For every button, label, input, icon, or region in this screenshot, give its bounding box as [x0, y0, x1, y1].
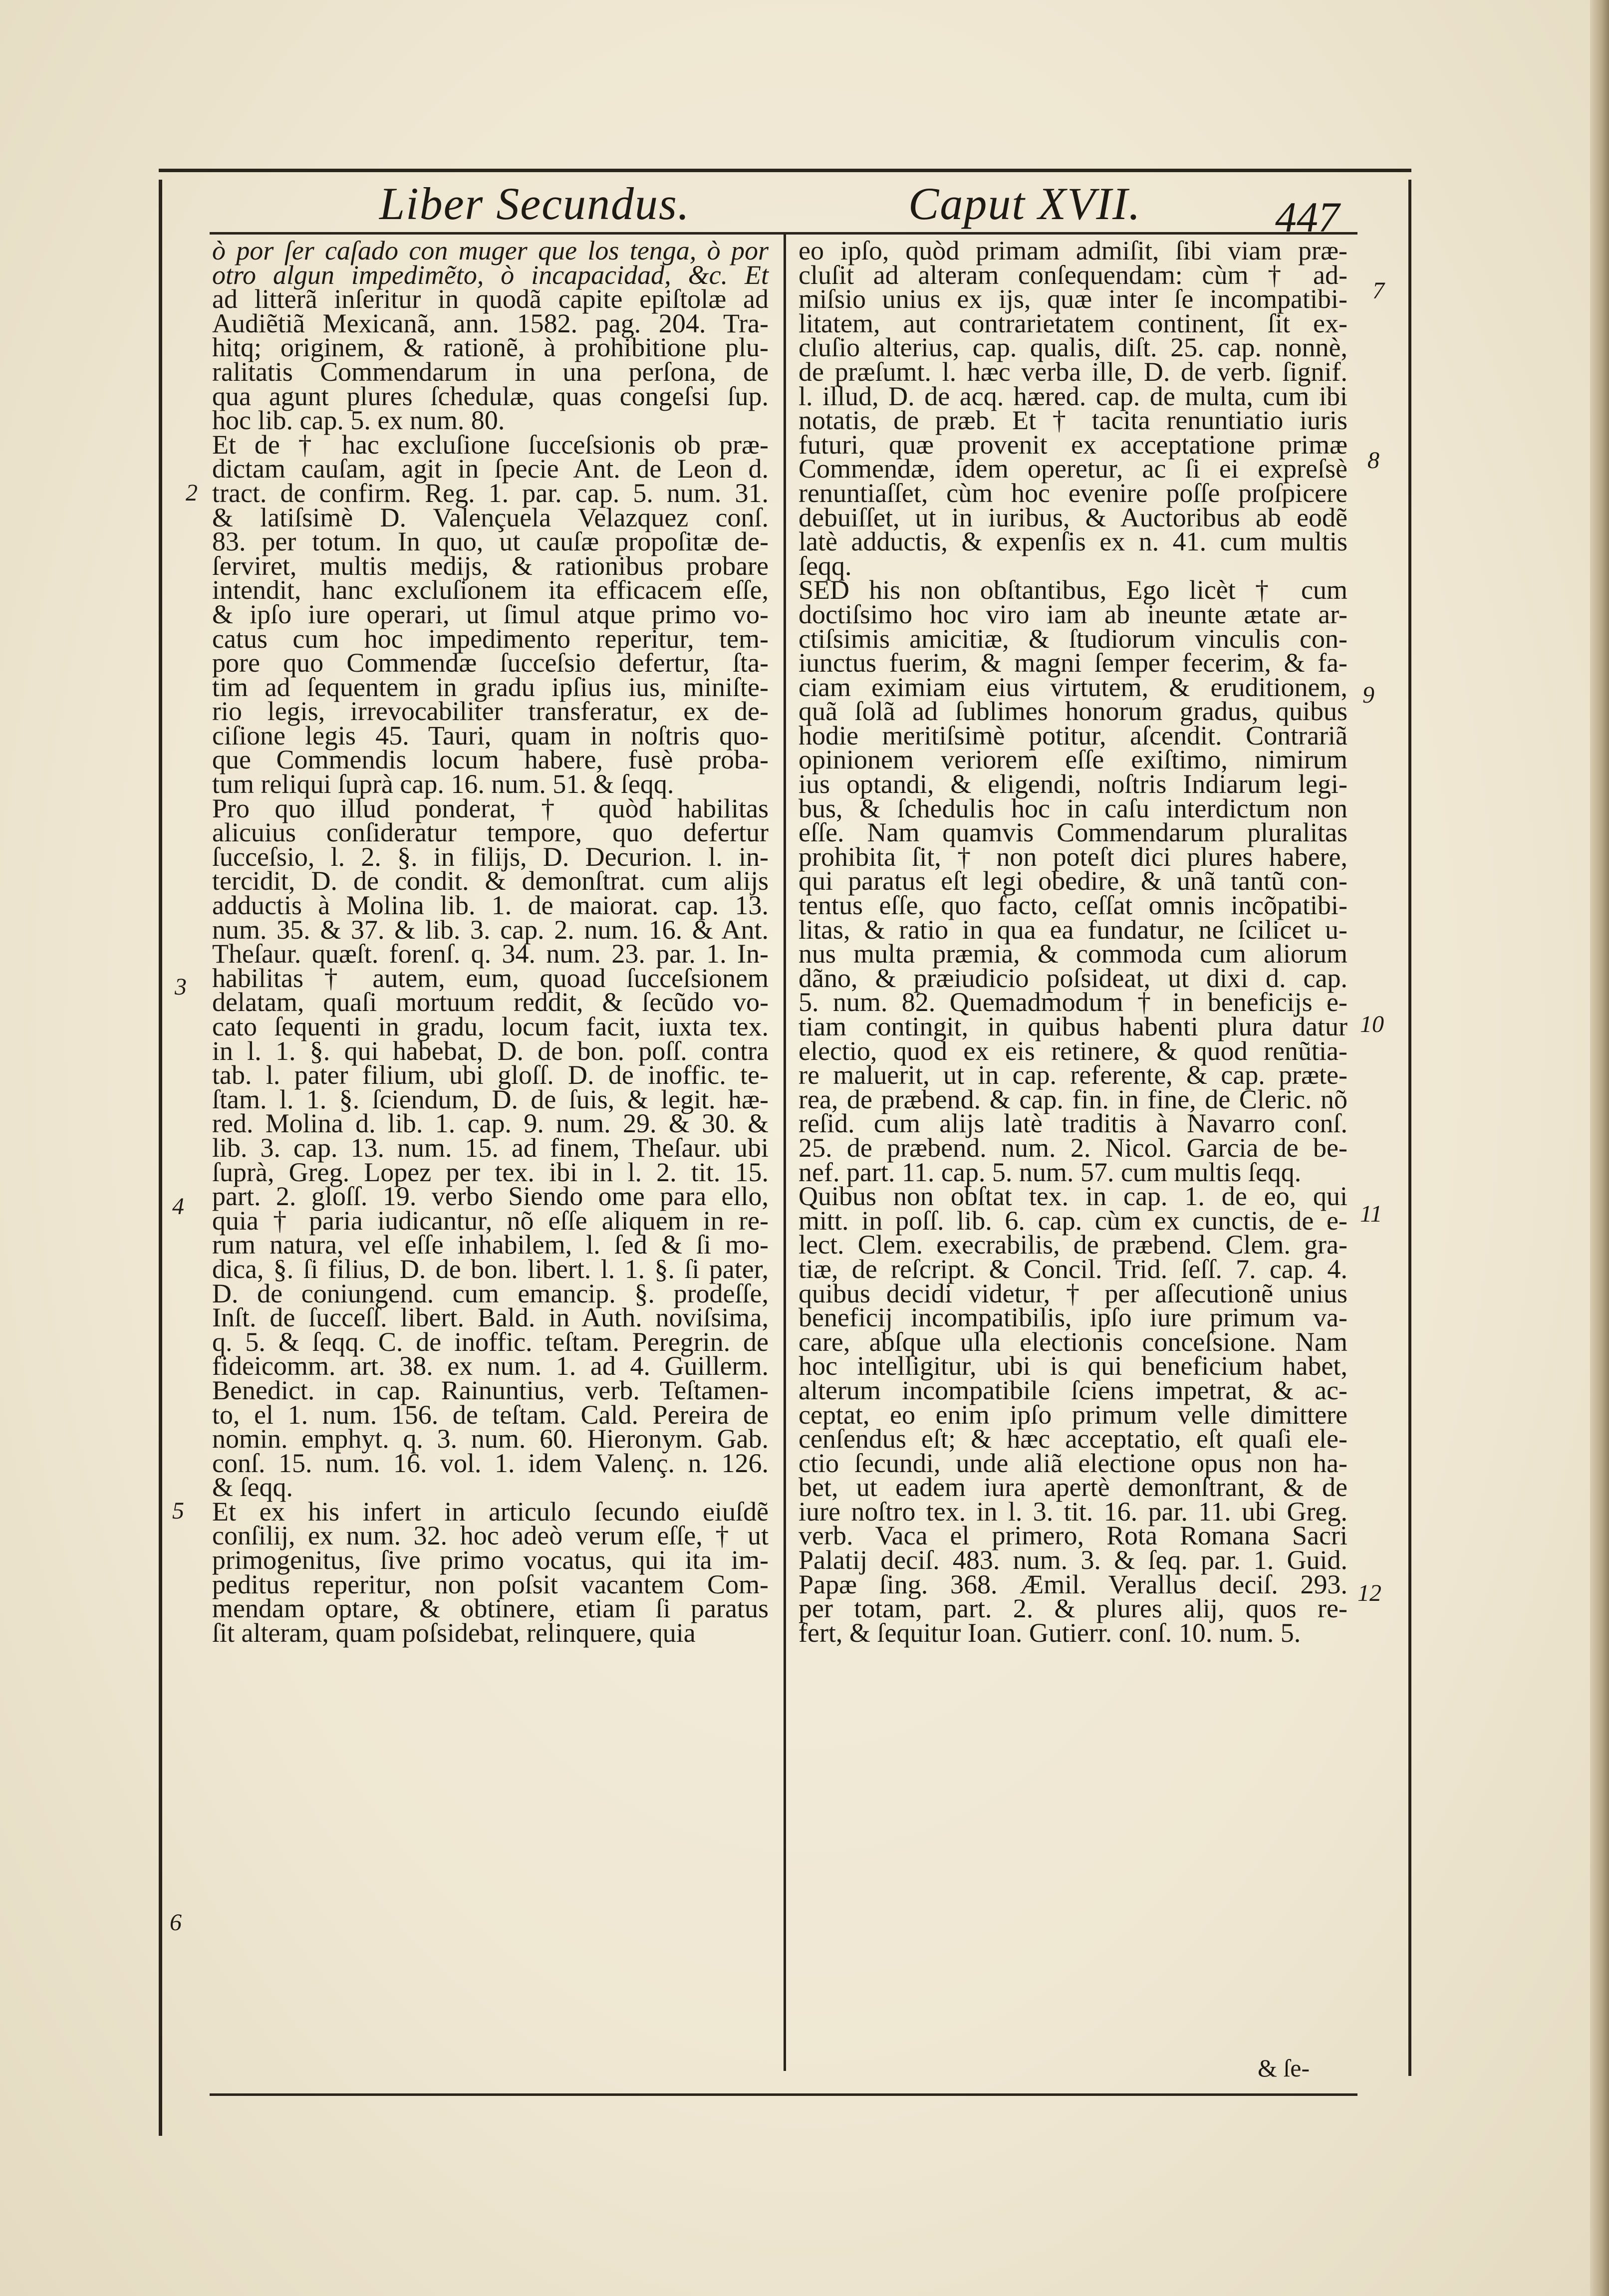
text-line: 25. de præbend. num. 2. Nicol. Garcia de be- [799, 1132, 1347, 1163]
text-line: peditus reperitur, non poſsit vacantem Com- [212, 1569, 769, 1599]
text-line: lect. Clem. execrabilis, de præbend. Clem. gra- [799, 1230, 1347, 1260]
text-line: re maluerit, ut in cap. referente, & cap. præte- [799, 1060, 1347, 1090]
text-line: litatem, aut contrarietatem continent, ſit ex- [799, 308, 1347, 338]
text-line: primogenitus, ſive primo vocatus, qui ita im- [212, 1545, 769, 1575]
text-line: cluſit ad alteram conſequendam: cùm † ad- [799, 259, 1347, 290]
text-line: tract. de confirm. Reg. 1. par. cap. 5. num. 31. [212, 478, 769, 508]
text-line: otro algun impedimẽto, ò incapacidad, &c. Et [212, 259, 769, 290]
text-line: rum natura, vel eſſe inhabilem, l. ſed & ſi mo- [212, 1230, 769, 1260]
text-line: opinionem veriorem eſſe exiſtimo, nimirum [799, 745, 1347, 775]
text-line: 83. per totum. In quo, ut cauſæ propoſitæ de- [212, 526, 769, 557]
text-line: Et ex his infert in articulo ſecundo eiuſdẽ [212, 1496, 769, 1527]
text-line: tiam contingit, in quibus habenti plura datur [799, 1012, 1347, 1041]
text-line: nomin. emphyt. q. 3. num. 60. Hieronym. Gab. [212, 1424, 769, 1454]
running-head-chapter: Caput XVII. [908, 178, 1141, 229]
text-line: delatam, quaſi mortuum reddit, & ſecũdo vo- [212, 987, 769, 1018]
text-line: que Commendis locum habere, fusè proba- [212, 745, 769, 775]
text-line: SED his non obſtantibus, Ego licèt † cum [799, 575, 1347, 605]
text-line: eſſe. Nam quamvis Commendarum pluralitas [799, 817, 1347, 848]
text-line: alicuius conſideratur tempore, quo defertur [212, 817, 769, 848]
frame-top-rule [159, 169, 1411, 172]
text-line: care, abſque ulla electionis conceſsione. Nam [799, 1326, 1347, 1357]
text-line: & latiſsimè D. Valençuela Velazquez conſ. [212, 502, 769, 532]
right-text-column [799, 236, 1347, 1648]
text-line: q. 5. & ſeqq. C. de inoffic. teſtam. Peregrin. de [212, 1326, 769, 1357]
text-line: renuntiaſſet, cùm hoc evenire poſſe proſpicere [799, 478, 1347, 508]
text-line: verb. Vaca el primero, Rota Romana Sacri [799, 1521, 1347, 1551]
text-line: Palatij deciſ. 483. num. 3. & ſeq. par. 1. Guid. [799, 1545, 1347, 1575]
text-line: doctiſsimo hoc viro iam ab ineunte ætate ar- [799, 599, 1347, 629]
text-line: tim ad ſequentem in gradu ipſius ius, miniſte- [212, 672, 769, 702]
text-line: tiæ, de reſcript. & Concil. Trid. ſeſſ. 7. cap. 4. [799, 1254, 1347, 1284]
text-line: Papæ ſing. 368. Æmil. Verallus deciſ. 293. [799, 1569, 1347, 1599]
text-line: ſtam. l. 1. §. ſciendum, D. de ſuis, & legit. hæ- [212, 1084, 769, 1114]
text-line: hoc intelligitur, ubi is qui beneficium habet, [799, 1351, 1347, 1381]
margin-number-right: 10 [1360, 1011, 1384, 1037]
text-line: conſilij, ex num. 32. hoc adeò verum eſſe, † ut [212, 1521, 769, 1551]
text-line: D. de coniungend. cum emancip. §. prodeſſe, [212, 1278, 769, 1308]
text-line: tercidit, D. de condit. & demonſtrat. cum alijs [212, 866, 769, 896]
text-line: ſerviret, multis medijs, & rationibus probare [212, 550, 769, 581]
page-number: 447 [1275, 193, 1340, 241]
text-line: reſid. cum alijs latè traditis à Navarro conſ. [799, 1108, 1347, 1139]
text-line: Benedict. in cap. Rainuntius, verb. Teſtamen- [212, 1375, 769, 1405]
text-line: ctiſsimis amicitiæ, & ſtudiorum vinculis con- [799, 623, 1347, 654]
text-line: adductis à Molina lib. 1. de maiorat. cap. 13. [212, 890, 769, 921]
text-line: nef. part. 11. cap. 5. num. 57. cum multis ſeqq. [799, 1157, 1302, 1187]
text-line: Theſaur. quæſt. forenſ. q. 34. num. 23. par. 1. In- [212, 939, 769, 969]
margin-number-left: 2 [186, 480, 198, 506]
text-line: cato ſequenti in gradu, locum facit, iuxta tex. [212, 1012, 769, 1041]
text-line: tentus eſſe, quo facto, ceſſat omnis incõpatibi- [799, 890, 1347, 921]
margin-number-left: 3 [175, 974, 187, 1000]
text-line: fideicomm. art. 38. ex num. 1. ad 4. Guillerm. [212, 1351, 769, 1381]
margin-number-left: 6 [170, 1909, 182, 1936]
text-line: lib. 3. cap. 13. num. 15. ad finem, Theſaur. ubi [212, 1132, 769, 1163]
text-line: dictam cauſam, agit in ſpecie Ant. de Leon d. [212, 454, 769, 484]
text-line: pore quo Commendæ ſucceſsio defertur, ſta- [212, 648, 769, 678]
text-line: alterum incompatibile ſciens impetrat, & ac- [799, 1375, 1347, 1405]
text-line: debuiſſet, ut in iuribus, & Auctoribus ab eodẽ [799, 502, 1347, 532]
margin-number-right: 11 [1360, 1201, 1382, 1227]
text-line: nus multa præmia, & commoda cum aliorum [799, 939, 1347, 969]
text-line: iure noſtro tex. in l. 3. tit. 16. par. 11. ubi Greg. [799, 1496, 1347, 1527]
text-line: eo ipſo, quòd primam admiſit, ſibi viam præ- [799, 236, 1347, 265]
text-line: habilitas † autem, eum, quoad ſucceſsionem [212, 963, 769, 993]
text-line: Inſt. de ſucceſſ. libert. Bald. in Auth. noviſsima, [212, 1302, 769, 1333]
text-line: quã ſolã ad ſublimes honorum gradus, quibus [799, 696, 1347, 727]
text-line: ciam eximiam eius virtutem, & eruditionem, [799, 672, 1347, 702]
text-line: mitt. in poſſ. lib. 6. cap. cùm ex cunctis, de e- [799, 1205, 1347, 1236]
text-line: dica, §. ſi filius, D. de bon. libert. l. 1. §. ſi pater, [212, 1254, 769, 1284]
text-line: ralitatis Commendarum in una perſona, de [212, 356, 769, 387]
margin-number-left: 4 [172, 1193, 184, 1220]
text-line: Quibus non obſtat tex. in cap. 1. de eo, qui [799, 1181, 1347, 1212]
margin-number-left: 5 [172, 1498, 184, 1524]
text-line: hitq; originem, & rationẽ, à prohibitione plu- [212, 332, 769, 363]
catchword: & ſe- [1258, 2054, 1310, 2082]
text-line: red. Molina d. lib. 1. cap. 9. num. 29. & 30. & [212, 1108, 769, 1139]
text-line: conſ. 15. num. 16. vol. 1. idem Valenç. n. 126. [212, 1448, 769, 1478]
text-line: part. 2. gloſſ. 19. verbo Siendo ome para ello, [212, 1181, 769, 1212]
text-line: & ipſo iure operari, ut ſimul atque primo vo- [212, 599, 769, 629]
text-line: fert, & ſequitur Ioan. Gutierr. conſ. 10. num. 5. [799, 1617, 1301, 1648]
text-line: bet, ut eadem iura apertè demonſtrant, & de [799, 1472, 1347, 1503]
text-line: beneficij incompatibilis, ipſo iure primum va- [799, 1302, 1347, 1333]
left-text-column [212, 236, 769, 1648]
text-line: notatis, de præb. Et † tacita renuntiatio iuris [799, 405, 1347, 436]
text-line: rio legis, irrevocabiliter transferatur, ex de- [212, 696, 769, 727]
text-line: ctio ſecundi, unde aliã electione opus non ha- [799, 1448, 1347, 1478]
text-line: qui paratus eſt legi obedire, & unã tantũ con- [799, 866, 1347, 896]
footer-rule [210, 2093, 1357, 2096]
text-line: quia † paria iudicantur, nõ eſſe aliquem in re- [212, 1205, 769, 1236]
text-line: latè adductis, & expenſis ex n. 41. cum multis [799, 526, 1347, 557]
text-line: ius optandi, & eligendi, noſtris Indiarum legi- [799, 769, 1347, 799]
text-line: intendit, hanc excluſionem ita efficacem eſſe, [212, 575, 769, 605]
text-line: iunctus fuerim, & magni ſemper fecerim, & fa- [799, 648, 1347, 678]
text-line: ſeqq. [799, 550, 852, 581]
text-line: ſucceſsio, l. 2. §. in filijs, D. Decurion. l. in- [212, 841, 769, 872]
text-line: in l. 1. §. qui habebat, D. de bon. poſſ. contra [212, 1035, 769, 1066]
text-line: miſsio unius ex ijs, quæ inter ſe incompatibi- [799, 284, 1347, 314]
text-line: ò por ſer caſado con muger que los tenga, ò por [212, 236, 769, 265]
margin-number-right: 7 [1372, 277, 1384, 304]
text-line: qua agunt plures ſchedulæ, quas congeſsi ſup. [212, 381, 769, 411]
text-line: ſuprà, Greg. Lopez per tex. ibi in l. 2. tit. 15. [212, 1157, 769, 1187]
text-line: & ſeqq. [212, 1472, 293, 1503]
text-line: Audiẽtiã Mexicanã, ann. 1582. pag. 204. Tra- [212, 308, 769, 338]
text-line: ſit alteram, quam poſsidebat, relinquere, quia [212, 1617, 696, 1648]
text-line: tab. l. pater filium, ubi gloſſ. D. de inoffic. te- [212, 1060, 769, 1090]
text-line: quibus decidi videtur, † per aſſecutionẽ unius [799, 1278, 1347, 1308]
page-edge-shadow [1590, 0, 1609, 2296]
text-line: bus, & ſchedulis hoc in caſu interdictum non [799, 793, 1347, 823]
text-line: litas, & ratio in qua ea fundatur, ne ſcilicet u- [799, 914, 1347, 945]
text-line: Pro quo illud ponderat, † quòd habilitas [212, 793, 769, 823]
text-line: hodie meritiſsimè potitur, aſcendit. Contrariã [799, 720, 1347, 751]
running-head-book: Liber Secundus. [379, 178, 690, 229]
text-line: ad litterã inſeritur in quodã capite epiſtolæ ad [212, 284, 769, 314]
text-line: cluſio alterius, cap. qualis, diſt. 25. cap. nonnè, [799, 332, 1347, 363]
text-line: mendam optare, & obtinere, etiam ſi paratus [212, 1593, 769, 1624]
text-line: per totam, part. 2. & plures alij, quos re- [799, 1593, 1347, 1624]
text-line: prohibita ſit, † non poteſt dici plures habere, [799, 841, 1347, 872]
text-line: cenſendus eſt; & hæc acceptatio, eſt quaſi ele- [799, 1424, 1347, 1454]
text-line: ceptat, eo enim ipſo primum velle dimittere [799, 1399, 1347, 1430]
frame-left-rule [159, 180, 162, 2136]
text-line: de præſumt. l. hæc verba ille, D. de verb. ſignif. [799, 356, 1347, 387]
margin-number-right: 8 [1367, 447, 1379, 474]
text-line: to, el 1. num. 156. de teſtam. Cald. Pereira de [212, 1399, 769, 1430]
text-line: Et de † hac excluſione ſucceſsionis ob præ- [212, 429, 769, 460]
margin-number-right: 12 [1357, 1580, 1381, 1606]
margin-number-right: 9 [1362, 682, 1374, 708]
column-divider [784, 235, 786, 2071]
text-line: ciſione legis 45. Tauri, quam in noſtris quo- [212, 720, 769, 751]
text-line: Commendæ, idem operetur, ac ſi ei expreſsè [799, 454, 1347, 484]
text-line: dãno, & præiudicio poſsideat, ut dixi d. cap. [799, 963, 1347, 993]
text-line: futuri, quæ provenit ex acceptatione primæ [799, 429, 1347, 460]
text-line: rea, de præbend. & cap. fin. in fine, de Cleric. nõ [799, 1084, 1347, 1114]
text-line: electio, quod ex eis retinere, & quod renũtia- [799, 1035, 1347, 1066]
text-line: num. 35. & 37. & lib. 3. cap. 2. num. 16. & Ant. [212, 914, 769, 945]
frame-right-rule [1408, 180, 1411, 2076]
text-line: 5. num. 82. Quemadmodum † in beneficijs e- [799, 987, 1347, 1018]
text-line: catus cum hoc impedimento reperitur, tem- [212, 623, 769, 654]
text-line: hoc lib. cap. 5. ex num. 80. [212, 405, 505, 436]
text-line: tum reliqui ſuprà cap. 16. num. 51. & ſeqq. [212, 769, 674, 799]
text-line: l. illud, D. de acq. hæred. cap. de multa, cum ibi [799, 381, 1347, 411]
